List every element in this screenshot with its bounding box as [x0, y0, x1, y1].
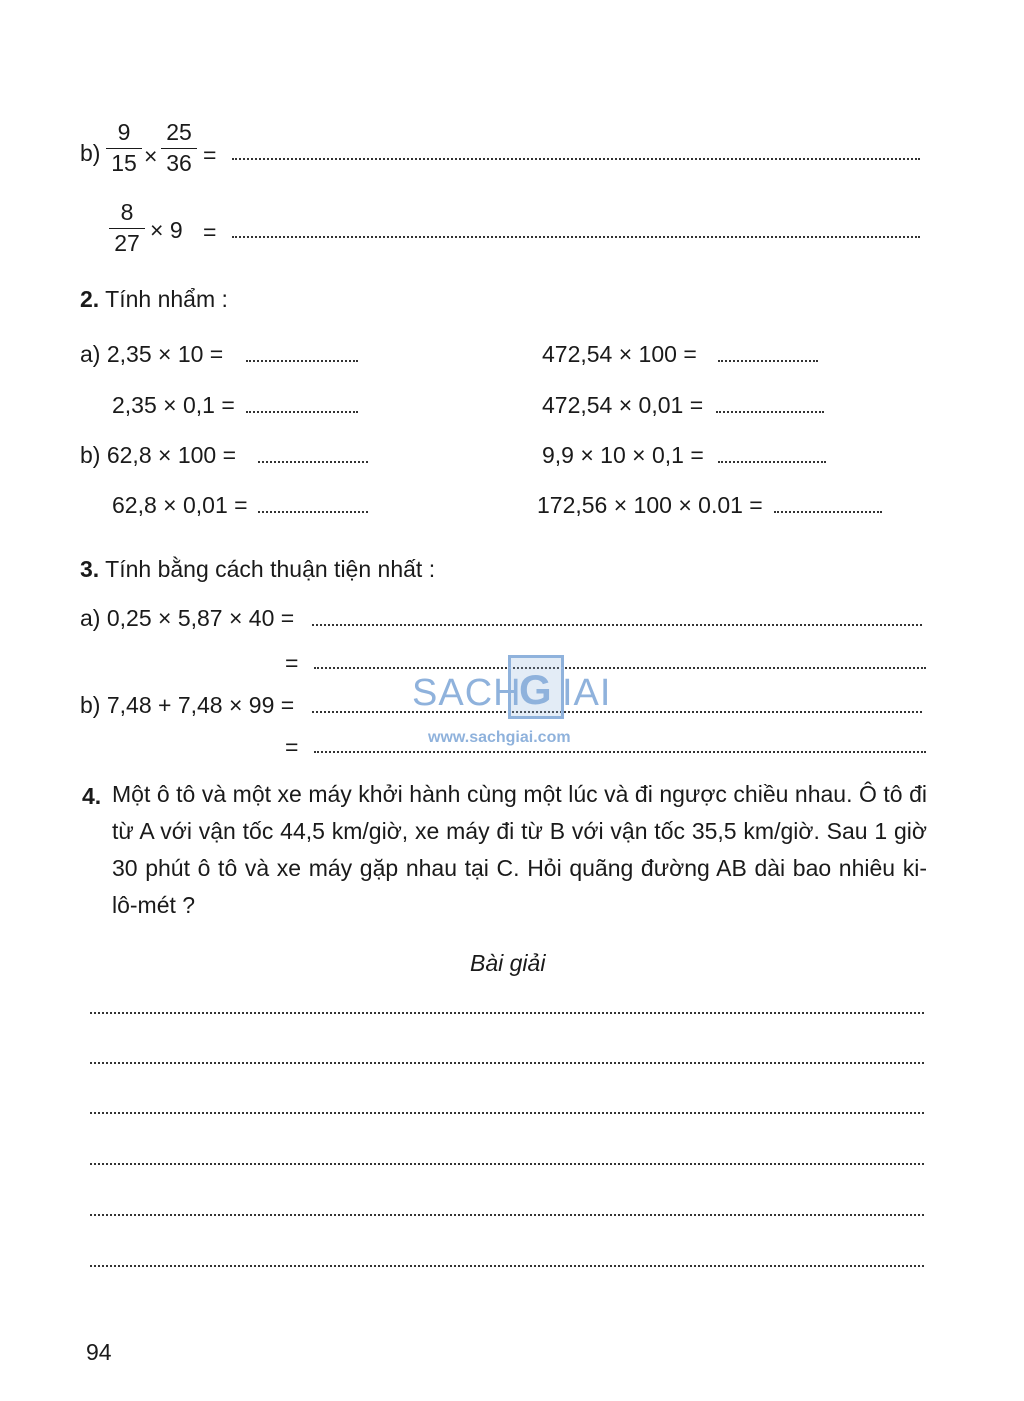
denominator: 27 [114, 230, 140, 256]
answer-line[interactable] [716, 411, 824, 413]
ex2-r4: 172,56 × 100 × 0.01 = [537, 492, 763, 518]
solution-heading: Bài giải [470, 950, 546, 976]
ex2-b2: 62,8 × 0,01 = [112, 492, 248, 518]
equals-sign: = [203, 219, 217, 245]
equals-sign: = [285, 650, 299, 676]
answer-line[interactable] [90, 1062, 924, 1064]
expression-rest: × 9 [150, 217, 183, 243]
times-sign: × [144, 143, 158, 169]
ex2-a2: 2,35 × 0,1 = [112, 392, 235, 418]
exercise-text: Tính bằng cách thuận tiện nhất : [105, 556, 436, 582]
answer-line[interactable] [90, 1163, 924, 1165]
ex2-a1: a) 2,35 × 10 = [80, 341, 224, 367]
ex3-a: a) 0,25 × 5,87 × 40 = [80, 605, 295, 631]
watermark-left: SACH [412, 672, 522, 714]
exercise-text: Tính nhẩm : [105, 286, 228, 312]
answer-line[interactable] [314, 751, 926, 753]
watermark-right: IAI [562, 672, 612, 714]
denominator: 15 [111, 150, 137, 176]
answer-line[interactable] [232, 236, 920, 238]
fraction-bar [161, 148, 197, 149]
answer-line[interactable] [232, 158, 920, 160]
exercise-number: 4. [82, 783, 102, 809]
ex1b-label: b) [80, 140, 101, 166]
answer-line[interactable] [90, 1214, 924, 1216]
answer-line[interactable] [258, 461, 368, 463]
exercise-number: 3. [80, 556, 100, 582]
answer-line[interactable] [314, 667, 926, 669]
answer-line[interactable] [90, 1112, 924, 1114]
answer-line[interactable] [246, 411, 358, 413]
page-number: 94 [86, 1339, 112, 1365]
answer-line[interactable] [246, 360, 358, 362]
fraction-bar [106, 148, 142, 149]
answer-line[interactable] [718, 461, 826, 463]
answer-line[interactable] [90, 1265, 924, 1267]
numerator: 25 [166, 119, 192, 145]
equals-sign: = [203, 142, 217, 168]
exercise-4-text: Một ô tô và một xe máy khởi hành cùng một lúc và đi ngược chiều nhau. Ô tô đi từ A với vận tốc 44,5 km/giờ, xe máy đi từ B với vận tốc 35,5 km/giờ. Sau 1 giờ 30 phút ô tô và xe máy gặp nhau tại C. Hỏi quãng đường AB dài bao nhiêu ki-lô-mét ? [112, 781, 927, 918]
equals-sign: = [285, 734, 299, 760]
ex2-b1: b) 62,8 × 100 = [80, 442, 237, 468]
answer-line[interactable] [90, 1012, 924, 1014]
answer-line[interactable] [312, 624, 922, 626]
exercise-number: 2. [80, 286, 100, 312]
numerator: 9 [117, 119, 131, 145]
ex2-r1: 472,54 × 100 = [542, 341, 697, 367]
answer-line[interactable] [774, 511, 882, 513]
ex3-b: b) 7,48 + 7,48 × 99 = [80, 692, 295, 718]
watermark-url: www.sachgiai.com [428, 729, 571, 746]
fraction-9-15 [104, 121, 144, 175]
ex2-r3: 9,9 × 10 × 0,1 = [542, 442, 704, 468]
answer-line[interactable] [312, 711, 922, 713]
exercise-2-title [80, 288, 228, 311]
answer-line[interactable] [718, 360, 818, 362]
fraction-8-27 [107, 201, 147, 255]
exercise-3-title [80, 558, 435, 581]
numerator: 8 [120, 199, 134, 225]
fraction-25-36 [159, 121, 199, 175]
ex2-r2: 472,54 × 0,01 = [542, 392, 704, 418]
answer-line[interactable] [258, 511, 368, 513]
denominator: 36 [166, 150, 192, 176]
watermark-logo-letter: G [519, 666, 553, 713]
fraction-bar [109, 228, 145, 229]
